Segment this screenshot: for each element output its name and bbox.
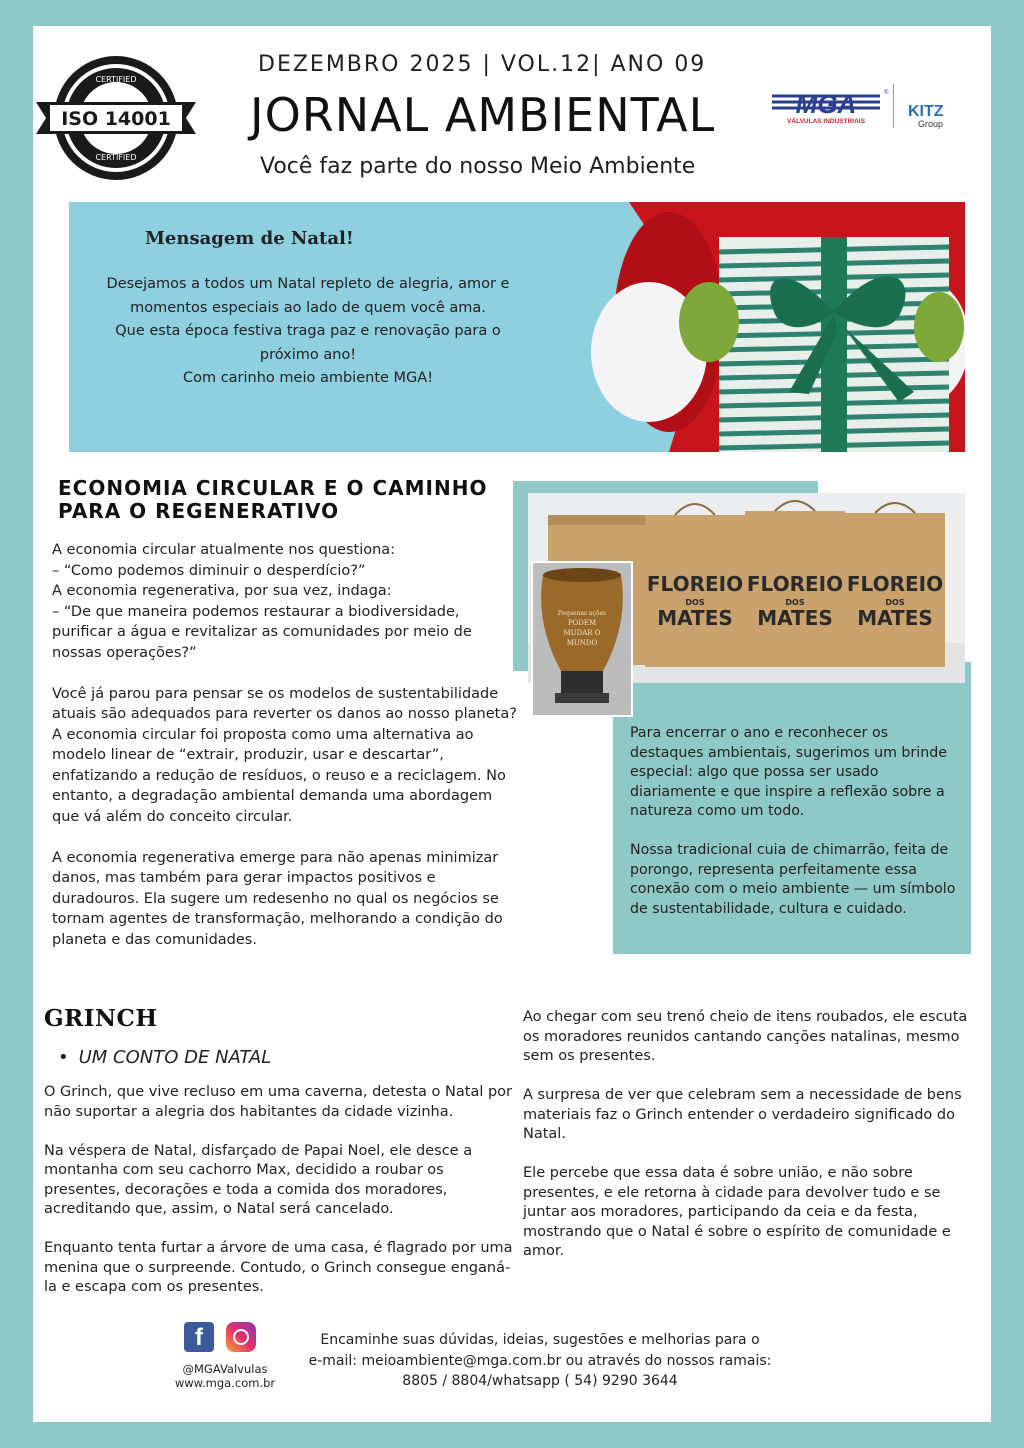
gift-bag <box>745 501 845 667</box>
contact-line: e-mail: meioambiente@mga.com.br ou através do nossos ramais: <box>308 1352 772 1369</box>
grinch-paragraph: O Grinch, que vive recluso em uma caverna, detesta o Natal por não suportar a alegria dos habitantes da cidade vizinha. <box>44 1084 513 1120</box>
contact-info <box>300 1330 780 1392</box>
kitz-logo <box>900 100 970 130</box>
article-title: ECONOMIA CIRCULAR E O CAMINHO PARA O REGENERATIVO <box>58 476 488 523</box>
instagram-icon[interactable] <box>226 1322 256 1352</box>
bullet-icon: • <box>58 1047 69 1068</box>
article-paragraph: A economia circular atualmente nos questiona: – “Como podemos diminuir o desperdício?” A economia regenerativa, por sua vez, indaga: – “De que maneira podemos restaurar a biodiversidade, purificar a água e revitalizar as comunidades por meio de nossas operações?” <box>52 542 472 661</box>
gift-info-text <box>630 724 960 939</box>
grinch-title: GRINCH <box>44 1005 158 1032</box>
logo-divider <box>893 84 894 128</box>
iso-14001-badge <box>36 54 196 182</box>
cuia-engraving-text: Pequenas ações <box>557 610 607 617</box>
bag-brand-text: DOS <box>685 598 705 607</box>
banner-message <box>88 273 528 391</box>
bag-brand-text: MATES <box>857 606 933 630</box>
gift-info-paragraph: Para encerrar o ano e reconhecer os destaques ambientais, sugerimos um brinde especial: algo que possa ser usado diariamente e que inspire a reflexão sobre a natureza como um todo. <box>630 725 947 819</box>
iso-ring-text-bottom: CERTIFIED <box>95 153 137 162</box>
mga-logo-sub: VÁLVULAS INDUSTRIAIS <box>787 118 865 125</box>
journal-title: JORNAL AMBIENTAL <box>250 88 716 142</box>
cuia-photo <box>531 561 633 717</box>
registered-mark: ® <box>884 90 889 96</box>
banner-line: próximo ano! <box>259 346 357 363</box>
website-link[interactable]: www.mga.com.br <box>174 1376 276 1390</box>
grinch-paragraph: Enquanto tenta furtar a árvore de uma casa, é flagrado por uma menina que o surpreende. Contudo, o Grinch consegue enganá-la e escapa com os presentes. <box>44 1240 513 1295</box>
iso-label: ISO 14001 <box>61 108 171 130</box>
bag-brand-text: MATES <box>757 606 833 630</box>
kitz-logo-text: KITZ <box>908 103 944 120</box>
issue-line: DEZEMBRO 2025 | VOL.12| ANO 09 <box>258 52 707 77</box>
article-paragraph: Você já parou para pensar se os modelos de sustentabilidade atuais são adequados para reverter os danos ao nosso planeta? A economia circular foi proposta como uma alternativa ao modelo linear de “extrair, produzir, usar e descartar”, enfatizando a redução de resíduos, o reuso e a reciclagem. No entanto, a degradação ambiental demanda uma abordagem que vá além do conceito circular. <box>52 685 517 825</box>
cuia-engraving-text: MUNDO <box>566 639 598 647</box>
bag-brand-text: FLOREIO <box>746 572 844 596</box>
grinch-subtitle <box>58 1047 271 1068</box>
bag-brand-text: FLOREIO <box>846 572 944 596</box>
bag-brand-text: DOS <box>785 598 805 607</box>
tagline: Você faz parte do nosso Meio Ambiente <box>260 154 696 179</box>
banner-line: Que esta época festiva traga paz e renovação para o <box>115 323 501 339</box>
grinch-subtitle-text: UM CONTO DE NATAL <box>78 1047 272 1068</box>
article-body <box>52 540 522 971</box>
grinch-right-column <box>523 1008 985 1281</box>
banner-title: Mensagem de Natal! <box>145 228 354 249</box>
mga-logo-text: MGA <box>795 89 857 119</box>
gift-bag <box>645 504 745 667</box>
grinch-paragraph: Na véspera de Natal, disfarçado de Papai Noel, ele desce a montanha com seu cachorro Max, decidido a roubar os presentes, decorações e toda a comida dos moradores, acreditando que, assim, o Natal será cancelado. <box>44 1142 473 1217</box>
social-handle <box>170 1362 280 1390</box>
iso-ring-text-top: CERTIFIED <box>95 75 137 84</box>
banner-line: momentos especiais ao lado de quem você ama. <box>130 299 486 316</box>
contact-line: Encaminhe suas dúvidas, ideias, sugestões e melhorias para o <box>320 1332 760 1348</box>
banner-line: Com carinho meio ambiente MGA! <box>182 370 434 386</box>
mga-logo <box>772 86 890 126</box>
bag-brand-text: FLOREIO <box>646 572 744 596</box>
social-handle-text[interactable]: @MGAValvulas <box>182 1362 268 1376</box>
contact-line: 8805 / 8804/whatsapp ( 54) 9290 3644 <box>402 1373 678 1389</box>
grinch-left-column <box>44 1083 516 1317</box>
article-paragraph: A economia regenerativa emerge para não apenas minimizar danos, mas também para gerar impactos positivos e duradouros. Ela sugere um redesenho no qual os negócios se tornam agentes de transformação, melhorando a condição do planeta e das comunidades. <box>52 849 503 948</box>
gift-bag <box>845 503 945 667</box>
grinch-paragraph: Ao chegar com seu trenó cheio de itens roubados, ele escuta os moradores reunidos cantando canções natalinas, mesmo sem os presentes. <box>523 1009 968 1064</box>
bag-brand-text: MATES <box>657 606 733 630</box>
cuia-engraving-text: PODEM <box>567 619 597 627</box>
grinch-paragraph: Ele percebe que essa data é sobre união, e não sobre presentes, e ele retorna à cidade para devolver tudo e se juntar aos moradores, participando da ceia e da festa, mostrando que o Natal é sobre o espírito de comunidade e amor. <box>523 1165 951 1259</box>
bag-brand-text: DOS <box>885 598 905 607</box>
banner-line: Desejamos a todos um Natal repleto de alegria, amor e <box>106 276 510 292</box>
gift-info-paragraph: Nossa tradicional cuia de chimarrão, feita de porongo, representa perfeitamente essa conexão com o meio ambiente — um símbolo de sustentabilidade, cultura e cuidado. <box>630 842 956 917</box>
kitz-logo-sub: Group <box>918 119 944 129</box>
facebook-icon[interactable]: f <box>184 1322 214 1352</box>
cuia-engraving-text: MUDAR O <box>563 629 601 637</box>
grinch-paragraph: A surpresa de ver que celebram sem a necessidade de bens materiais faz o Grinch entender o verdadeiro significado do Natal. <box>523 1087 962 1142</box>
